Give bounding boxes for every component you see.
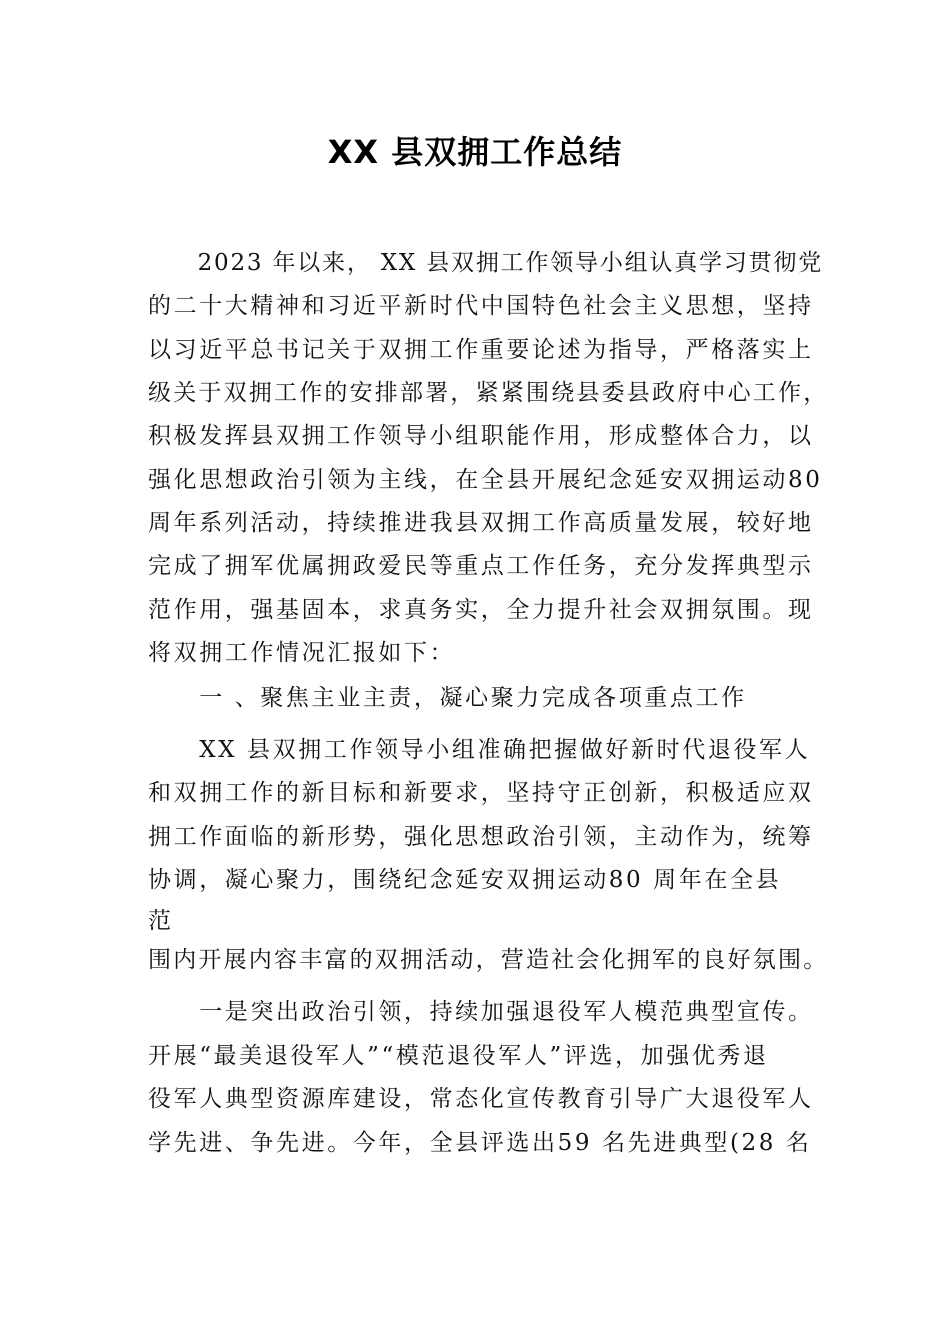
body-text-line: 级关于双拥工作的安排部署，紧紧围绕县委县政府中心工作， <box>148 380 829 406</box>
body-text-line: 役军人典型资源库建设，常态化宣传教育引导广大退役军人 <box>148 1086 814 1112</box>
body-text-line: 将双拥工作情况汇报如下： <box>148 640 456 666</box>
body-text-line: 拥工作面临的新形势，强化思想政治引领，主动作为，统筹 <box>148 824 814 850</box>
body-text-line: 一 、聚焦主业主责，凝心聚力完成各项重点工作 <box>148 685 747 711</box>
body-text-line: 周年系列活动，持续推进我县双拥工作高质量发展，较好地 <box>148 510 814 536</box>
body-text-line: 的二十大精神和习近平新时代中国特色社会主义思想，坚持 <box>148 293 814 319</box>
body-text-line: 围内开展内容丰富的双拥活动，营造社会化拥军的良好氛围。 <box>148 947 829 973</box>
document-title: XX 县双拥工作总结 <box>327 133 623 171</box>
body-text-line: 强化思想政治引领为主线，在全县开展纪念延安双拥运动80 <box>148 467 823 493</box>
body-text-line: 范 <box>148 908 174 934</box>
body-text-line: 以习近平总书记关于双拥工作重要论述为指导，严格落实上 <box>148 337 814 363</box>
body-text-line: XX 县双拥工作领导小组准确把握做好新时代退役军人 <box>148 737 811 763</box>
body-text-line: 积极发挥县双拥工作领导小组职能作用，形成整体合力，以 <box>148 423 814 449</box>
body-text-line: 2023 年以来， XX 县双拥工作领导小组认真学习贯彻党 <box>148 250 824 276</box>
body-text-line: 范作用，强基固本，求真务实，全力提升社会双拥氛围。现 <box>148 597 814 623</box>
body-text-line: 一是突出政治引领，持续加强退役军人模范典型宣传。 <box>148 999 814 1025</box>
body-text-line: 学先进、争先进。今年，全县评选出59 名先进典型(28 名 <box>148 1130 812 1156</box>
body-text-line: 开展“最美退役军人”“模范退役军人”评选，加强优秀退 <box>148 1043 769 1069</box>
body-text-line: 协调，凝心聚力，围绕纪念延安双拥运动80 周年在全县 <box>148 867 782 893</box>
body-text-line: 完成了拥军优属拥政爱民等重点工作任务，充分发挥典型示 <box>148 553 814 579</box>
body-text-line: 和双拥工作的新目标和新要求，坚持守正创新，积极适应双 <box>148 780 814 806</box>
